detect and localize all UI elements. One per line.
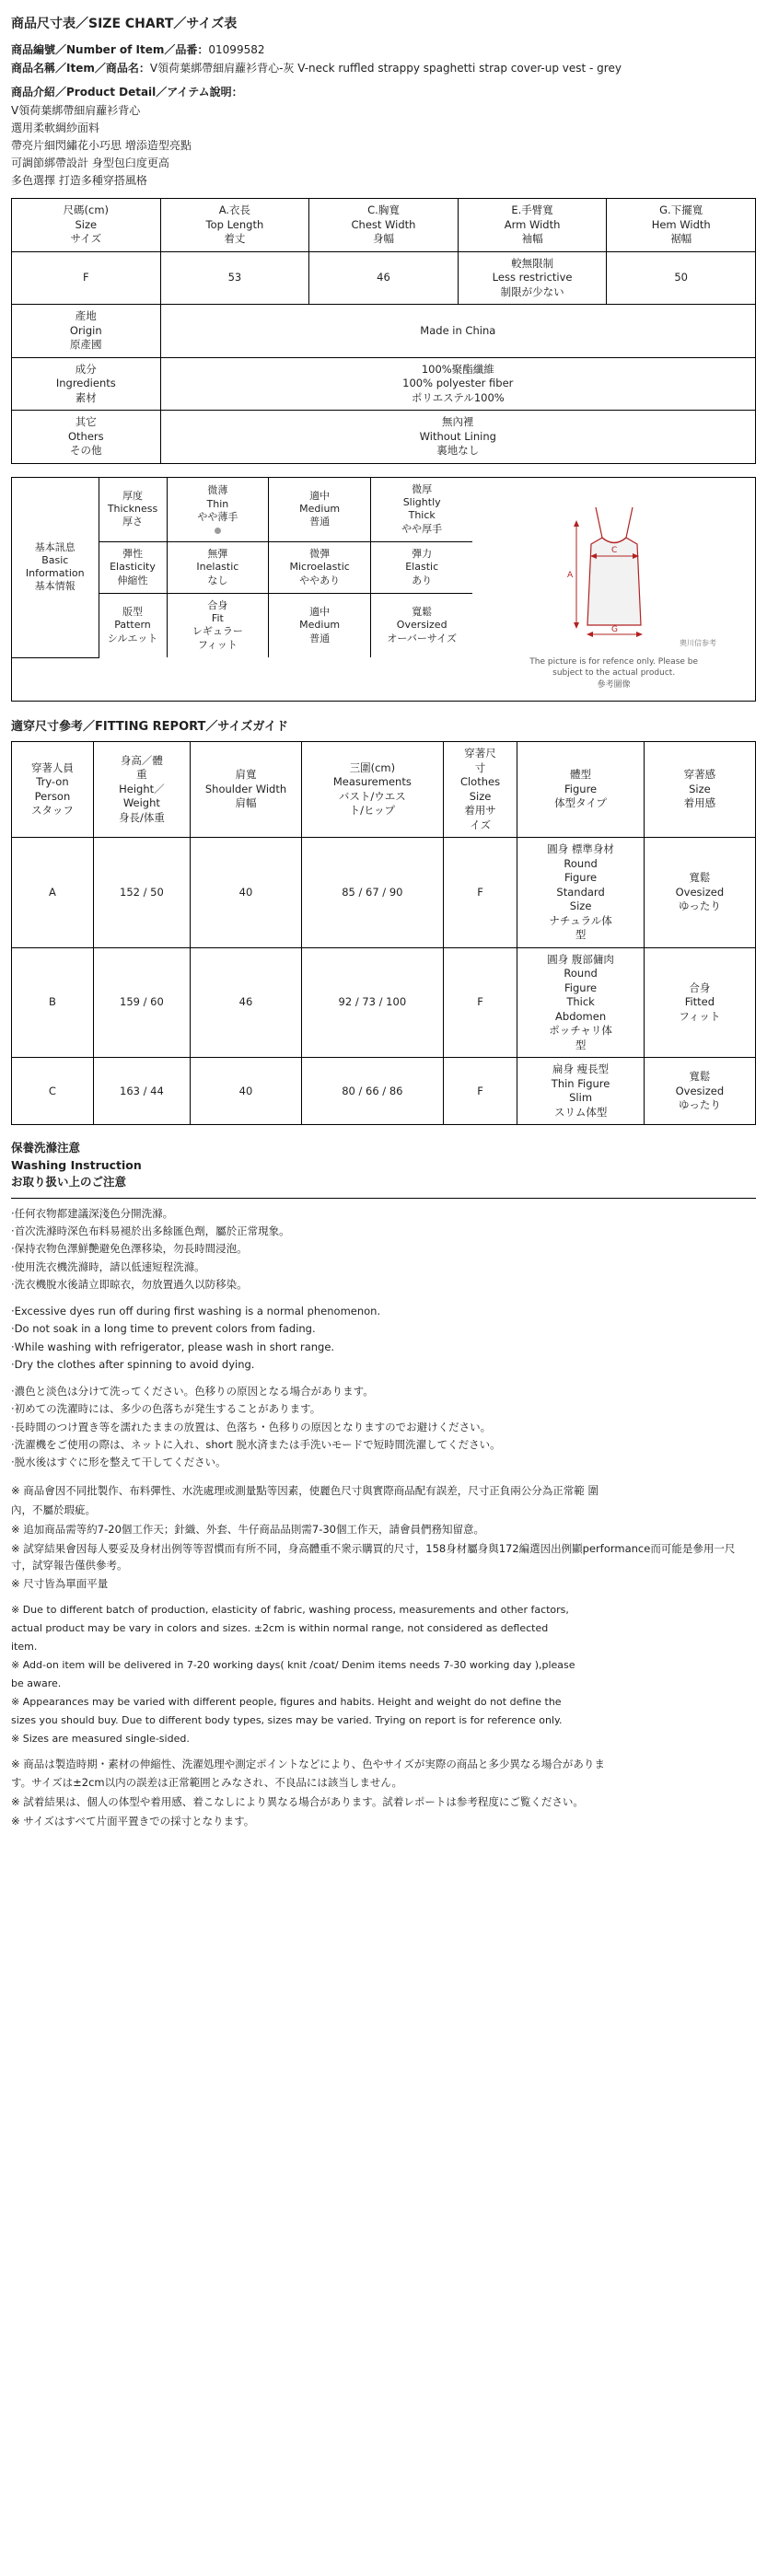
label-a: A [566,570,573,580]
table-row [12,251,756,305]
origin-label: 產地 Origin 原產國 [12,305,161,358]
item-name-label: 商品名稱／Item／商品名： [11,62,150,75]
washing-line: ‧首次洗滌時深色布料易褪於出多餘匯色劑，屬於正常現象。 [11,1224,290,1238]
washing-list-zh [11,1206,756,1293]
washing-line: ‧脱水後はすぐに形を整えて干してください。 [11,1456,227,1469]
height-weight-col-header: 身高／體 重 Height／ Weight 身長/体重 [93,742,190,838]
washing-line: ‧長時間のつけ置き等を濡れたままの放置は、色落ち・色移りの原因となりますのでお避けください。 [11,1420,492,1433]
basic-info-label: 基本訊息 Basic Information 基本情報 [12,478,99,657]
note-line: 內，不屬於瑕疵。 [11,1503,96,1517]
size-value: F [12,251,161,305]
thickness-label: 厚度 Thickness 厚さ [99,478,167,542]
others-value: 無內裡 Without Lining 裏地なし [160,411,755,464]
note-line: ※ 商品は製造時期・素材の伸縮性、洗濯処理や測定ポイントなどにより、色やサイズが実際の商品と多少異なる場合がありま [11,1757,605,1770]
notes-en [11,1602,756,1746]
arm-width-value: 較無限制 Less restrictive 制限が少ない [458,251,607,305]
washing-list-jp [11,1384,756,1470]
hem-width-value: 50 [607,251,756,305]
person-value: C [12,1058,94,1125]
item-number-label: 商品編號／Number of Item／品番： [11,43,209,56]
table-row [12,305,756,358]
chest-width-col-header: C.胸寬 Chest Width 身幅 [309,199,459,252]
size-table-header-row [12,199,756,252]
notes-section [11,1483,756,1830]
item-number-line [11,41,756,58]
product-detail-list [11,102,756,189]
note-line: す。サイズは±2cm以内の誤差は正常範囲とみなされ、不良品には該当しません。 [11,1776,403,1790]
washing-line: ‧While washing with refrigerator, please wash in short range. [11,1340,335,1353]
feel-value: 寬鬆 Ovesized ゆったり [644,838,755,948]
clothes-size-col-header: 穿著尺 寸 Clothes Size 着用サ イズ [443,742,517,838]
note-line: item. [11,1641,38,1654]
thickness-row [12,478,472,542]
fitting-report-table [11,741,756,1125]
others-label: 其它 Others その他 [12,411,161,464]
note-line: ※ 試穿結果會因每人要妥及身材出例等等習慣而有所不同，身高體重不衆示購買的尺寸，158身材屬身與172編選因出例顯performance而可能是參用一尺寸，試穿報告僅供參考。 [11,1541,736,1572]
figure-caption: The picture is for refence only. Please be subject to the actual product. 參考圖像 [529,656,699,690]
note-line: ※ 追加商品需等約7-20個工作天；針織、外套、牛仔商品品則需7-30個工作天，請會員們務知留意。 [11,1522,484,1536]
table-row [12,411,756,464]
arm-width-col-header: E.手臂寬 Arm Width 袖幅 [458,199,607,252]
elasticity-label: 彈性 Elasticity 伸縮性 [99,541,167,593]
figure-col-header: 體型 Figure 体型タイプ [517,742,644,838]
washing-line: ‧濃色と淡色は分けて洗ってください。色移りの原因となる場合があります。 [11,1385,374,1398]
feel-col-header: 穿著感 Size 着用感 [644,742,755,838]
note-line: ※ Appearances may be varied with different people, figures and habits. Height and weight do not define the [11,1696,562,1709]
top-length-value: 53 [160,251,309,305]
note-line: ※ 試着結果は、個人の体型や着用感、着こなしにより異なる場合があります。試着レポートは参考程度にご覧ください。 [11,1795,584,1809]
basic-information-block [11,477,756,702]
divider [11,1198,756,1199]
washing-list-en [11,1304,756,1373]
washing-line: ‧初めての洗濯時には、多少の色落ちが発生することがあります。 [11,1402,321,1416]
note-line: ※ 尺寸皆為單面平量 [11,1577,109,1591]
person-value: B [12,947,94,1058]
size-col-header: 尺碼(cm) Size サイズ [12,199,161,252]
washing-instruction-section [11,1140,756,1470]
feel-value: 寬鬆 Ovesized ゆったり [644,1058,755,1125]
fitting-report-heading: 適穿尺寸參考／FITTING REPORT／サイズガイド [11,719,288,734]
shoulder-value: 40 [190,838,301,948]
washing-line: ‧使用洗衣機洗滌時，請以低速短程洗滌。 [11,1259,205,1273]
note-line: ※ 商品會因不同批製作、布料彈性、水洗處理或測量點等因素，使麗色尺寸與實際商品配有誤差，尺寸正負兩公分為正常範 圍 [11,1484,598,1498]
person-col-header: 穿著人員 Try-on Person スタッフ [12,742,94,838]
height-weight-value: 163 / 44 [93,1058,190,1125]
watermark: 奧川信参考 [679,638,716,647]
note-line: sizes you should buy. Due to different body types, sizes may be varied. Trying on report is for reference only. [11,1714,563,1727]
selected-dot [215,528,221,534]
label-c: C [610,545,617,555]
measurements-value: 80 / 66 / 86 [302,1058,444,1125]
table-row [12,838,756,948]
item-name-line [11,60,756,76]
chest-width-value: 46 [309,251,459,305]
pattern-option-fit: 合身 Fit レギュラー フィット [167,593,269,657]
garment-diagram [472,478,755,701]
notes-jp [11,1757,756,1830]
washing-line: ‧Dry the clothes after spinning to avoid dying. [11,1357,255,1371]
shoulder-value: 46 [190,947,301,1058]
detail-item: 可調節綁帶設計 身型包臼度更高 [11,157,169,169]
washing-line: ‧保持衣物色澤鮮艷避免色澤移染，勿長時間浸泡。 [11,1242,248,1256]
detail-item: 多色選擇 打造多種穿搭風格 [11,174,147,187]
thickness-option-thick: 微厚 Slightly Thick やや厚手 [371,478,473,542]
product-detail-heading: 商品介紹／Product Detail／アイテム說明： [11,86,243,99]
measurements-value: 85 / 67 / 90 [302,838,444,948]
height-weight-value: 159 / 60 [93,947,190,1058]
elasticity-option-inelastic: 無彈 Inelastic なし [167,541,269,593]
note-line: ※ サイズはすべて片面平置きでの採寸となります。 [11,1814,255,1828]
washing-line: ‧任何衣物都建議深淺色分開洗滌。 [11,1206,174,1220]
thickness-option-medium: 適中 Medium 普通 [269,478,371,542]
elasticity-option-elastic: 彈力 Elastic あり [371,541,473,593]
figure-value: 扁身 瘦長型 Thin Figure Slim スリム体型 [517,1058,644,1125]
camisole-illustration-icon [499,487,729,653]
feel-value: 合身 Fitted フィット [644,947,755,1058]
washing-line: ‧Excessive dyes run off during first washing is a normal phenomenon. [11,1305,381,1318]
shoulder-col-header: 肩寬 Shoulder Width 肩幅 [190,742,301,838]
clothes-size-value: F [443,1058,517,1125]
label-g: G [610,624,618,634]
note-line: ※ Due to different batch of production, elasticity of fabric, washing process, measurements and other factors, [11,1604,569,1617]
note-line: ※ Sizes are measured single-sided. [11,1733,190,1746]
table-row [12,947,756,1058]
hem-width-col-header: G.下擺寬 Hem Width 裾幅 [607,199,756,252]
item-name-value: V領荷葉綁帶細肩蘿衫背心-灰 V-neck ruffled strappy spaghetti strap cover-up vest - grey [149,62,622,75]
detail-item: 選用柔軟綢紗面料 [11,122,100,134]
thickness-option-thin: 微薄 Thin やや薄手 [167,478,269,542]
clothes-size-value: F [443,838,517,948]
pattern-option-oversized: 寬鬆 Oversized オーバーサイズ [387,605,457,644]
detail-item: V領荷葉綁帶細肩蘿衫背心 [11,104,141,117]
note-line: be aware. [11,1677,62,1690]
page-title: 商品尺寸表／SIZE CHART／サイズ表 [11,17,238,31]
fitting-header-row [12,742,756,838]
measurements-col-header: 三圍(cm) Measurements バスト/ウエス ト/ヒップ [302,742,444,838]
washing-line: ‧洗衣機脫水後請立即晾衣，勿放置過久以防移染。 [11,1277,248,1291]
notes-zh [11,1483,756,1593]
basic-information-table [12,478,472,701]
washing-line: ‧洗濯機をご使用の際は、ネットに入れ、short 脱水済または手洗いモードで短時間洗濯してください。 [11,1437,501,1451]
table-row [12,1058,756,1125]
shoulder-value: 40 [190,1058,301,1125]
height-weight-value: 152 / 50 [93,838,190,948]
top-length-col-header: A.衣長 Top Length 着丈 [160,199,309,252]
person-value: A [12,838,94,948]
washing-line: ‧Do not soak in a long time to prevent colors from fading. [11,1322,316,1336]
figure-value: 圓身 腹部傭肉 Round Figure Thick Abdomen ポッチャリ体 型 [517,947,644,1058]
item-number-value: 01099582 [208,43,265,56]
washing-title: 保養洗滌注意 Washing Instruction お取り扱い上のご注意 [11,1141,142,1189]
note-line: actual product may be vary in colors and sizes. ±2cm is within normal range, not considered as deflected [11,1622,549,1635]
table-row [12,357,756,411]
ingredients-value: 100%聚酯纖維 100% polyester fiber ポリエステル100% [160,357,755,411]
note-line: ※ Add-on item will be delivered in 7-20 working days( knit /coat/ Denim items needs 7-30 working day ),please [11,1659,575,1672]
origin-value: Made in China [160,305,755,358]
measurements-value: 92 / 73 / 100 [302,947,444,1058]
figure-value: 圓身 標準身材 Round Figure Standard Size ナチュラル体 型 [517,838,644,948]
pattern-option-medium: 適中 Medium 普通 [269,593,371,657]
size-measurements-table [11,198,756,464]
header-section [11,15,756,189]
detail-item: 帶亮片細閃繡花小巧思 增添造型亮點 [11,139,192,152]
clothes-size-value: F [443,947,517,1058]
elasticity-option-microelastic: 微彈 Microelastic ややあり [269,541,371,593]
ingredients-label: 成分 Ingredients 素材 [12,357,161,411]
pattern-label: 版型 Pattern シルエット [99,593,167,657]
